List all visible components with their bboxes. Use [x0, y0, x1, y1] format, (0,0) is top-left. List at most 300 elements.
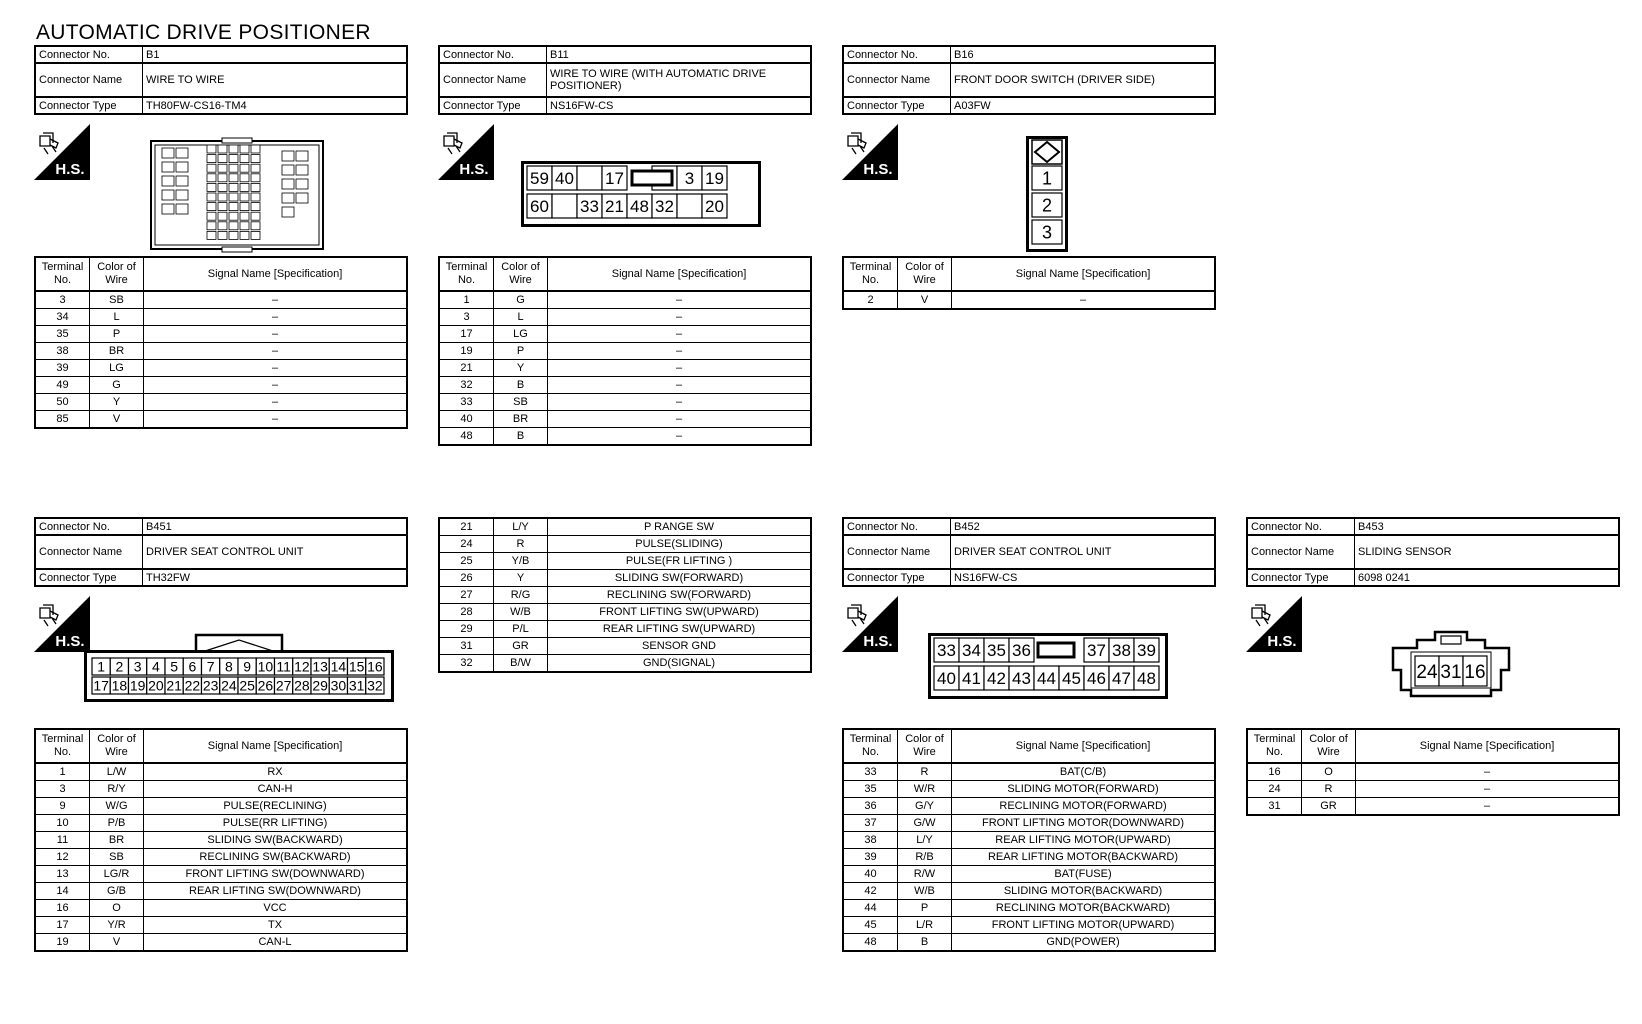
- wire-color-cell: L/Y: [494, 518, 548, 536]
- table-row: [35, 815, 407, 832]
- pin-number: 46: [1087, 669, 1106, 689]
- signal-name-cell: RECLINING SW(FORWARD): [548, 587, 812, 604]
- terminal-no-cell: 3: [35, 291, 90, 309]
- terminal-no-cell: 16: [1247, 763, 1302, 781]
- connector-no-label: Connector No.: [843, 46, 951, 63]
- pin-cavity: [577, 166, 602, 190]
- pin-cavity: [162, 204, 174, 214]
- table-row: [439, 360, 811, 377]
- table-row: [35, 343, 407, 360]
- pin-cavity: [251, 212, 260, 220]
- pin-cavity: [162, 162, 174, 172]
- wire-color-cell: L: [90, 309, 144, 326]
- pin-cavity: [282, 179, 294, 189]
- pin-number: 23: [202, 677, 219, 694]
- signal-name-cell: –: [548, 291, 812, 309]
- pin-cavity: [229, 145, 238, 153]
- pin-cavity: [251, 183, 260, 191]
- signal-name-cell: RECLINING SW(BACKWARD): [144, 849, 408, 866]
- signal-name-cell: GND(SIGNAL): [548, 655, 812, 673]
- signal-name-cell: REAR LIFTING MOTOR(BACKWARD): [952, 849, 1216, 866]
- table-row: [843, 900, 1215, 917]
- connector-name-label: Connector Name: [1247, 535, 1355, 569]
- pin-cavity: [251, 155, 260, 163]
- signal-name-cell: –: [144, 309, 408, 326]
- pin-number: 17: [93, 677, 109, 694]
- terminal-no-cell: 16: [35, 900, 90, 917]
- color-of-wire-header: Color of Wire: [898, 257, 952, 291]
- pin-number: 6: [188, 658, 197, 675]
- signal-name-cell: –: [144, 394, 408, 411]
- color-of-wire-header: Color of Wire: [494, 257, 548, 291]
- signal-name-cell: FRONT LIFTING MOTOR(DOWNWARD): [952, 815, 1216, 832]
- pin-number: 22: [184, 677, 201, 694]
- pin-cavity: [229, 212, 238, 220]
- signal-name-cell: –: [548, 360, 812, 377]
- pin-number: 28: [294, 677, 310, 694]
- wire-color-cell: LG: [494, 326, 548, 343]
- pin-cavity: [251, 164, 260, 172]
- pin-number: 1: [97, 658, 106, 675]
- connector-type-value: 6098 0241: [1355, 569, 1620, 586]
- terminal-no-cell: 36: [843, 798, 898, 815]
- connector-face-b16: [1026, 136, 1068, 257]
- terminal-no-cell: 50: [35, 394, 90, 411]
- pin-cavity: [218, 203, 227, 211]
- color-of-wire-header: Color of Wire: [90, 257, 144, 291]
- wire-color-cell: R/W: [898, 866, 952, 883]
- pin-cavity: [282, 207, 294, 217]
- connector-name-value: WIRE TO WIRE (WITH AUTOMATIC DRIVE POSITIONER): [547, 63, 812, 97]
- table-row: [35, 763, 407, 781]
- terminal-table-b452: [842, 728, 1216, 952]
- terminal-no-cell: 32: [439, 655, 494, 673]
- table-row: [439, 553, 811, 570]
- connector-name-label: Connector Name: [843, 535, 951, 569]
- table-row: [843, 763, 1215, 781]
- pin-number: 40: [555, 169, 574, 189]
- wire-color-cell: W/R: [898, 781, 952, 798]
- pin-number: 21: [166, 677, 182, 694]
- connector-type-value: A03FW: [951, 97, 1216, 114]
- pin-number: 21: [605, 197, 624, 217]
- pin-cavity: [218, 164, 227, 172]
- pin-number: 39: [1137, 641, 1156, 661]
- connector-type-label: Connector Type: [439, 97, 547, 114]
- table-row: [439, 428, 811, 446]
- terminal-no-cell: 14: [35, 883, 90, 900]
- pin-cavity: [207, 164, 216, 172]
- terminal-no-cell: 44: [843, 900, 898, 917]
- color-of-wire-header: Color of Wire: [898, 729, 952, 763]
- signal-name-cell: SLIDING MOTOR(BACKWARD): [952, 883, 1216, 900]
- table-row: [439, 326, 811, 343]
- signal-name-cell: –: [548, 326, 812, 343]
- connector-type-label: Connector Type: [35, 569, 143, 586]
- signal-name-cell: RECLINING MOTOR(BACKWARD): [952, 900, 1216, 917]
- pin-cavity: [296, 151, 308, 161]
- pin-cavity: [176, 148, 188, 158]
- signal-name-cell: REAR LIFTING SW(UPWARD): [548, 621, 812, 638]
- connector-no-label: Connector No.: [35, 46, 143, 63]
- pin-number: 31: [1440, 661, 1462, 683]
- connector-type-value: NS16FW-CS: [951, 569, 1216, 586]
- pin-cavity: [176, 190, 188, 200]
- terminal-no-cell: 40: [843, 866, 898, 883]
- pin-cavity: [229, 183, 238, 191]
- pin-cavity: [229, 193, 238, 201]
- terminal-no-header: Terminal No.: [35, 257, 90, 291]
- pin-number: 14: [330, 658, 347, 675]
- signal-name-cell: –: [144, 411, 408, 429]
- wire-color-cell: B: [494, 428, 548, 446]
- wire-color-cell: BR: [494, 411, 548, 428]
- connector-type-value: TH32FW: [143, 569, 408, 586]
- hs-label: H.S.: [863, 633, 893, 650]
- wire-color-cell: G/W: [898, 815, 952, 832]
- table-row: [1247, 798, 1619, 816]
- pin-cavity: [251, 193, 260, 201]
- terminal-no-cell: 26: [439, 570, 494, 587]
- pin-number: 3: [684, 169, 695, 189]
- terminal-no-header: Terminal No.: [843, 257, 898, 291]
- terminal-no-cell: 31: [1247, 798, 1302, 816]
- terminal-no-cell: 25: [439, 553, 494, 570]
- signal-name-cell: TX: [144, 917, 408, 934]
- wire-color-cell: R/Y: [90, 781, 144, 798]
- terminal-no-cell: 39: [35, 360, 90, 377]
- signal-name-cell: RX: [144, 763, 408, 781]
- hs-label: H.S.: [863, 161, 893, 178]
- wire-color-cell: R: [1302, 781, 1356, 798]
- pin-number: 48: [630, 197, 649, 217]
- pin-number: 59: [530, 169, 549, 189]
- wire-color-cell: G: [90, 377, 144, 394]
- connector-face-b451: [84, 632, 394, 707]
- table-row: [35, 849, 407, 866]
- pin-number: 32: [655, 197, 674, 217]
- pin-number: 47: [1112, 669, 1131, 689]
- pin-number: 5: [170, 658, 179, 675]
- pin-cavity: [240, 222, 249, 230]
- wire-color-cell: W/B: [898, 883, 952, 900]
- pin-number: 30: [330, 677, 347, 694]
- pin-cavity: [207, 203, 216, 211]
- pin-cavity: [240, 193, 249, 201]
- pin-cavity: [240, 231, 249, 239]
- table-row: [439, 604, 811, 621]
- pin-cavity: [207, 174, 216, 182]
- terminal-no-cell: 2: [843, 291, 898, 309]
- signal-name-header: Signal Name [Specification]: [952, 729, 1216, 763]
- terminal-no-cell: 45: [843, 917, 898, 934]
- signal-name-cell: BAT(C/B): [952, 763, 1216, 781]
- pin-cavity: [282, 165, 294, 175]
- table-row: [35, 866, 407, 883]
- hs-label: H.S.: [459, 161, 489, 178]
- pin-cavity: [207, 231, 216, 239]
- table-row: [35, 832, 407, 849]
- table-row: [843, 866, 1215, 883]
- signal-name-header: Signal Name [Specification]: [548, 257, 812, 291]
- connector-name-value: FRONT DOOR SWITCH (DRIVER SIDE): [951, 63, 1216, 97]
- connector-no-value: B1: [143, 46, 408, 63]
- table-row: [843, 815, 1215, 832]
- pin-number: 13: [312, 658, 328, 675]
- connector-type-label: Connector Type: [35, 97, 143, 114]
- connector-name-value: WIRE TO WIRE: [143, 63, 408, 97]
- pin-cavity: [296, 193, 308, 203]
- wire-color-cell: G/Y: [898, 798, 952, 815]
- wire-color-cell: V: [898, 291, 952, 309]
- terminal-no-cell: 40: [439, 411, 494, 428]
- wire-color-cell: B: [898, 934, 952, 952]
- pin-cavity: [218, 183, 227, 191]
- lock-tab: [632, 171, 672, 185]
- signal-name-cell: REAR LIFTING SW(DOWNWARD): [144, 883, 408, 900]
- pin-number: 33: [580, 197, 599, 217]
- pin-cavity: [677, 194, 702, 218]
- pin-cavity: [207, 145, 216, 153]
- pin-cavity: [240, 155, 249, 163]
- table-row: [843, 917, 1215, 934]
- pin-cavity: [218, 145, 227, 153]
- pin-cavity: [207, 222, 216, 230]
- pin-number: 31: [348, 677, 365, 694]
- harness-side-icon: [842, 596, 898, 652]
- table-row: [35, 394, 407, 411]
- pin-number: 44: [1037, 669, 1056, 689]
- connector-type-value: TH80FW-CS16-TM4: [143, 97, 408, 114]
- connector-no-value: B453: [1355, 518, 1620, 535]
- signal-name-cell: –: [548, 411, 812, 428]
- wire-color-cell: GR: [1302, 798, 1356, 816]
- connector-name-label: Connector Name: [439, 63, 547, 97]
- connector-info-b16: [842, 45, 1216, 115]
- table-row: [439, 343, 811, 360]
- table-row: [1247, 781, 1619, 798]
- connector-no-value: B11: [547, 46, 812, 63]
- pin-number: 24: [1416, 661, 1438, 683]
- signal-name-cell: –: [144, 360, 408, 377]
- table-row: [35, 798, 407, 815]
- connector-name-label: Connector Name: [35, 63, 143, 97]
- connector-face-b453: [1389, 630, 1513, 703]
- pin-cavity: [251, 231, 260, 239]
- pin-number: 34: [962, 641, 981, 661]
- table-row: [843, 781, 1215, 798]
- terminal-no-cell: 3: [439, 309, 494, 326]
- table-row: [35, 917, 407, 934]
- pin-cavity: [251, 203, 260, 211]
- terminal-no-cell: 12: [35, 849, 90, 866]
- table-row: [35, 781, 407, 798]
- terminal-no-header: Terminal No.: [439, 257, 494, 291]
- signal-name-cell: SENSOR GND: [548, 638, 812, 655]
- table-row: [439, 309, 811, 326]
- pin-cavity: [218, 212, 227, 220]
- pin-cavity: [282, 193, 294, 203]
- harness-side-icon: [438, 124, 494, 180]
- pin-number: 7: [206, 658, 215, 675]
- hs-label: H.S.: [55, 161, 85, 178]
- pin-cavity: [251, 174, 260, 182]
- wire-color-cell: P: [898, 900, 952, 917]
- signal-name-cell: –: [548, 394, 812, 411]
- connector-type-label: Connector Type: [843, 569, 951, 586]
- pin-number: 11: [276, 658, 291, 675]
- signal-name-cell: –: [952, 291, 1216, 309]
- signal-name-cell: PULSE(SLIDING): [548, 536, 812, 553]
- signal-name-cell: RECLINING MOTOR(FORWARD): [952, 798, 1216, 815]
- wire-color-cell: Y/R: [90, 917, 144, 934]
- pin-number: 36: [1012, 641, 1031, 661]
- table-row: [35, 411, 407, 429]
- connector-info-b11: [438, 45, 812, 115]
- pin-cavity: [296, 179, 308, 189]
- table-row: [35, 360, 407, 377]
- terminal-table-b16: [842, 256, 1216, 310]
- pin-cavity: [240, 145, 249, 153]
- terminal-no-header: Terminal No.: [843, 729, 898, 763]
- terminal-table-b11: [438, 256, 812, 446]
- pin-number: 3: [133, 658, 142, 675]
- wire-color-cell: L/W: [90, 763, 144, 781]
- connector-no-value: B16: [951, 46, 1216, 63]
- pin-number: 24: [221, 677, 237, 694]
- terminal-no-cell: 24: [439, 536, 494, 553]
- terminal-no-cell: 9: [35, 798, 90, 815]
- pin-cavity: [207, 193, 216, 201]
- terminal-no-cell: 29: [439, 621, 494, 638]
- connector-face-b1: [150, 137, 325, 259]
- connector-no-value: B452: [951, 518, 1216, 535]
- signal-name-cell: PULSE(RECLINING): [144, 798, 408, 815]
- pin-cavity: [207, 212, 216, 220]
- terminal-no-cell: 35: [843, 781, 898, 798]
- color-of-wire-header: Color of Wire: [1302, 729, 1356, 763]
- pin-number: 20: [148, 677, 164, 694]
- signal-name-cell: P RANGE SW: [548, 518, 812, 536]
- wire-color-cell: R/G: [494, 587, 548, 604]
- pin-number: 37: [1087, 641, 1106, 661]
- wire-color-cell: W/G: [90, 798, 144, 815]
- table-row: [439, 394, 811, 411]
- terminal-no-cell: 3: [35, 781, 90, 798]
- pin-number: 45: [1062, 669, 1081, 689]
- signal-name-header: Signal Name [Specification]: [1356, 729, 1620, 763]
- terminal-no-cell: 13: [35, 866, 90, 883]
- terminal-no-cell: 17: [35, 917, 90, 934]
- pin-number: 18: [111, 677, 128, 694]
- pin-cavity: [176, 176, 188, 186]
- terminal-no-cell: 39: [843, 849, 898, 866]
- terminal-table-b451-continued: [438, 517, 812, 673]
- terminal-no-cell: 38: [35, 343, 90, 360]
- terminal-no-cell: 34: [35, 309, 90, 326]
- pin-cavity: [240, 174, 249, 182]
- terminal-no-cell: 17: [439, 326, 494, 343]
- pin-cavity: [240, 203, 249, 211]
- table-row: [439, 570, 811, 587]
- terminal-no-header: Terminal No.: [35, 729, 90, 763]
- pin-cavity: [176, 162, 188, 172]
- signal-name-cell: VCC: [144, 900, 408, 917]
- connector-no-label: Connector No.: [1247, 518, 1355, 535]
- table-row: [35, 291, 407, 309]
- terminal-no-cell: 33: [439, 394, 494, 411]
- pin-number: 4: [151, 658, 160, 675]
- connector-name-value: SLIDING SENSOR: [1355, 535, 1620, 569]
- pin-cavity: [218, 231, 227, 239]
- pin-number: 1: [1041, 168, 1053, 189]
- terminal-no-cell: 33: [843, 763, 898, 781]
- connector-no-value: B451: [143, 518, 408, 535]
- pin-number: 2: [1041, 195, 1053, 216]
- terminal-no-cell: 10: [35, 815, 90, 832]
- pin-number: 40: [937, 669, 956, 689]
- table-row: [35, 883, 407, 900]
- wire-color-cell: Y: [494, 360, 548, 377]
- connector-type-label: Connector Type: [1247, 569, 1355, 586]
- wire-color-cell: Y: [494, 570, 548, 587]
- signal-name-cell: –: [548, 428, 812, 446]
- table-row: [843, 291, 1215, 309]
- harness-side-icon: [1246, 596, 1302, 652]
- wire-color-cell: B/W: [494, 655, 548, 673]
- terminal-no-header: Terminal No.: [1247, 729, 1302, 763]
- wire-color-cell: L/Y: [898, 832, 952, 849]
- connector-name-value: DRIVER SEAT CONTROL UNIT: [143, 535, 408, 569]
- pin-number: 48: [1137, 669, 1156, 689]
- table-row: [35, 377, 407, 394]
- table-row: [439, 377, 811, 394]
- color-of-wire-header: Color of Wire: [90, 729, 144, 763]
- wire-color-cell: LG: [90, 360, 144, 377]
- connector-info-b452: [842, 517, 1216, 587]
- pin-number: 38: [1112, 641, 1131, 661]
- terminal-table-b451: [34, 728, 408, 952]
- signal-name-cell: PULSE(RR LIFTING): [144, 815, 408, 832]
- pin-cavity: [240, 183, 249, 191]
- wire-color-cell: BR: [90, 832, 144, 849]
- pin-cavity: [229, 174, 238, 182]
- signal-name-cell: –: [144, 343, 408, 360]
- wire-color-cell: L: [494, 309, 548, 326]
- table-row: [35, 326, 407, 343]
- wire-color-cell: P/B: [90, 815, 144, 832]
- pin-number: 27: [275, 677, 292, 694]
- signal-name-cell: REAR LIFTING MOTOR(UPWARD): [952, 832, 1216, 849]
- terminal-no-cell: 38: [843, 832, 898, 849]
- pin-number: 8: [224, 658, 233, 675]
- wire-color-cell: P/L: [494, 621, 548, 638]
- table-row: [439, 536, 811, 553]
- pin-cavity: [162, 148, 174, 158]
- signal-name-cell: –: [1356, 798, 1620, 816]
- signal-name-cell: –: [144, 377, 408, 394]
- pin-cavity: [229, 155, 238, 163]
- pin-number: 16: [1464, 661, 1486, 683]
- pin-number: 19: [705, 169, 724, 189]
- pin-cavity: [162, 176, 174, 186]
- wire-color-cell: BR: [90, 343, 144, 360]
- pin-cavity: [207, 183, 216, 191]
- pin-number: 33: [937, 641, 956, 661]
- wire-color-cell: SB: [90, 291, 144, 309]
- wire-color-cell: O: [1302, 763, 1356, 781]
- signal-name-cell: CAN-H: [144, 781, 408, 798]
